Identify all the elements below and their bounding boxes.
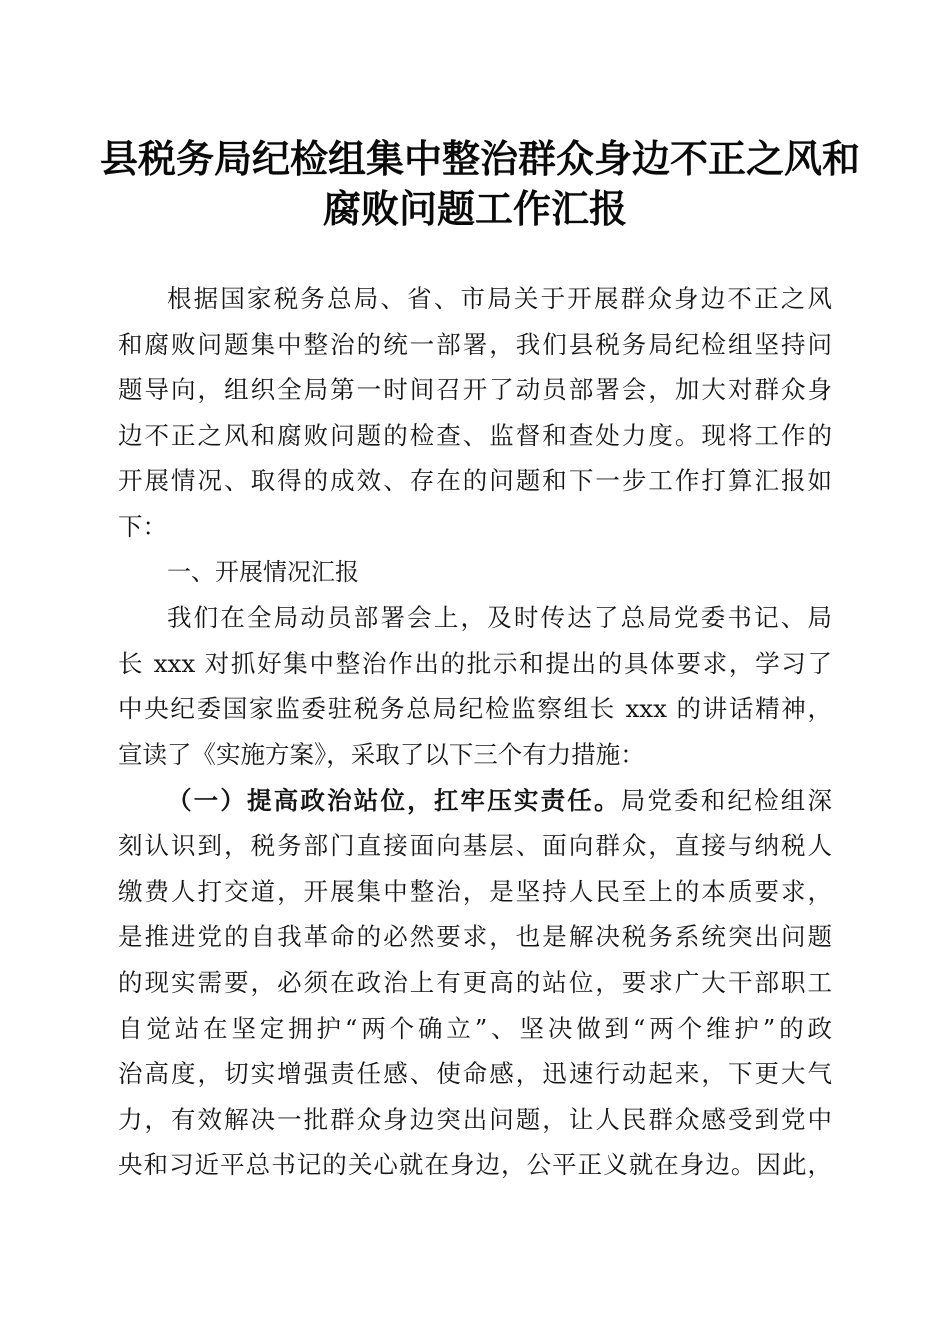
document-title <box>100 134 861 234</box>
paragraph-line: 的现实需要，必须在政治上有更高的站位，要求广大干部职工 <box>118 967 832 997</box>
paragraph-line: 治高度，切实增强责任感、使命感，迅速行动起来，下更大气 <box>118 1059 832 1089</box>
paragraph-line: 缴费人打交道，开展集中整治，是坚持人民至上的本质要求， <box>118 876 832 906</box>
title-line-2: 腐败问题工作汇报 <box>322 186 627 231</box>
section1-paragraph <box>118 595 832 777</box>
paragraph-line: 我们在全局动员部署会上，及时传达了总局党委书记、局 <box>167 603 832 633</box>
document-body <box>118 276 832 1188</box>
paragraph-line <box>118 778 832 824</box>
paragraph-line: 是推进党的自我革命的必然要求，也是解决税务系统突出问题 <box>118 922 832 952</box>
paragraph-line: 中央纪委国家监委驻税务总局纪检监察组长 xxx 的讲话精神， <box>118 694 832 724</box>
paragraph-line: 和腐败问题集中整治的统一部署，我们县税务局纪检组坚持问 <box>118 329 832 359</box>
paragraph-line: 开展情况、取得的成效、存在的问题和下一步工作打算汇报如 <box>118 466 832 496</box>
paragraph-line: 刻认识到，税务部门直接面向基层、面向群众，直接与纳税人 <box>118 831 832 861</box>
paragraph-line: 题导向，组织全局第一时间召开了动员部署会，加大对群众身 <box>118 375 832 405</box>
paragraph-line: 宣读了《实施方案》，采取了以下三个有力措施： <box>118 739 645 769</box>
paragraph-line: 根据国家税务总局、省、市局关于开展群众身边不正之风 <box>167 284 832 313</box>
title-line-1: 县税务局纪检组集中整治群众身边不正之风和 <box>100 136 861 181</box>
item-text: 局党委和纪检组深 <box>620 785 832 815</box>
paragraph-line: 长 xxx 对抓好集中整治作出的批示和提出的具体要求，学习了 <box>118 648 832 678</box>
item-heading: （一）提高政治站位，扛牢压实责任。 <box>167 785 621 815</box>
paragraph-line: 力，有效解决一批群众身边突出问题，让人民群众感受到党中 <box>118 1104 832 1134</box>
item1-paragraph <box>118 778 832 1188</box>
paragraph-line: 下： <box>118 511 167 541</box>
paragraph-line: 边不正之风和腐败问题的检查、监督和查处力度。现将工作的 <box>118 420 832 450</box>
section-heading: 一、开展情况汇报 <box>167 557 359 586</box>
intro-paragraph <box>118 276 832 550</box>
paragraph-line: 自觉站在坚定拥护“两个确立”、坚决做到“两个维护”的政 <box>118 1013 832 1043</box>
paragraph-line: 央和习近平总书记的关心就在身边，公平正义就在身边。因此， <box>118 1150 832 1180</box>
